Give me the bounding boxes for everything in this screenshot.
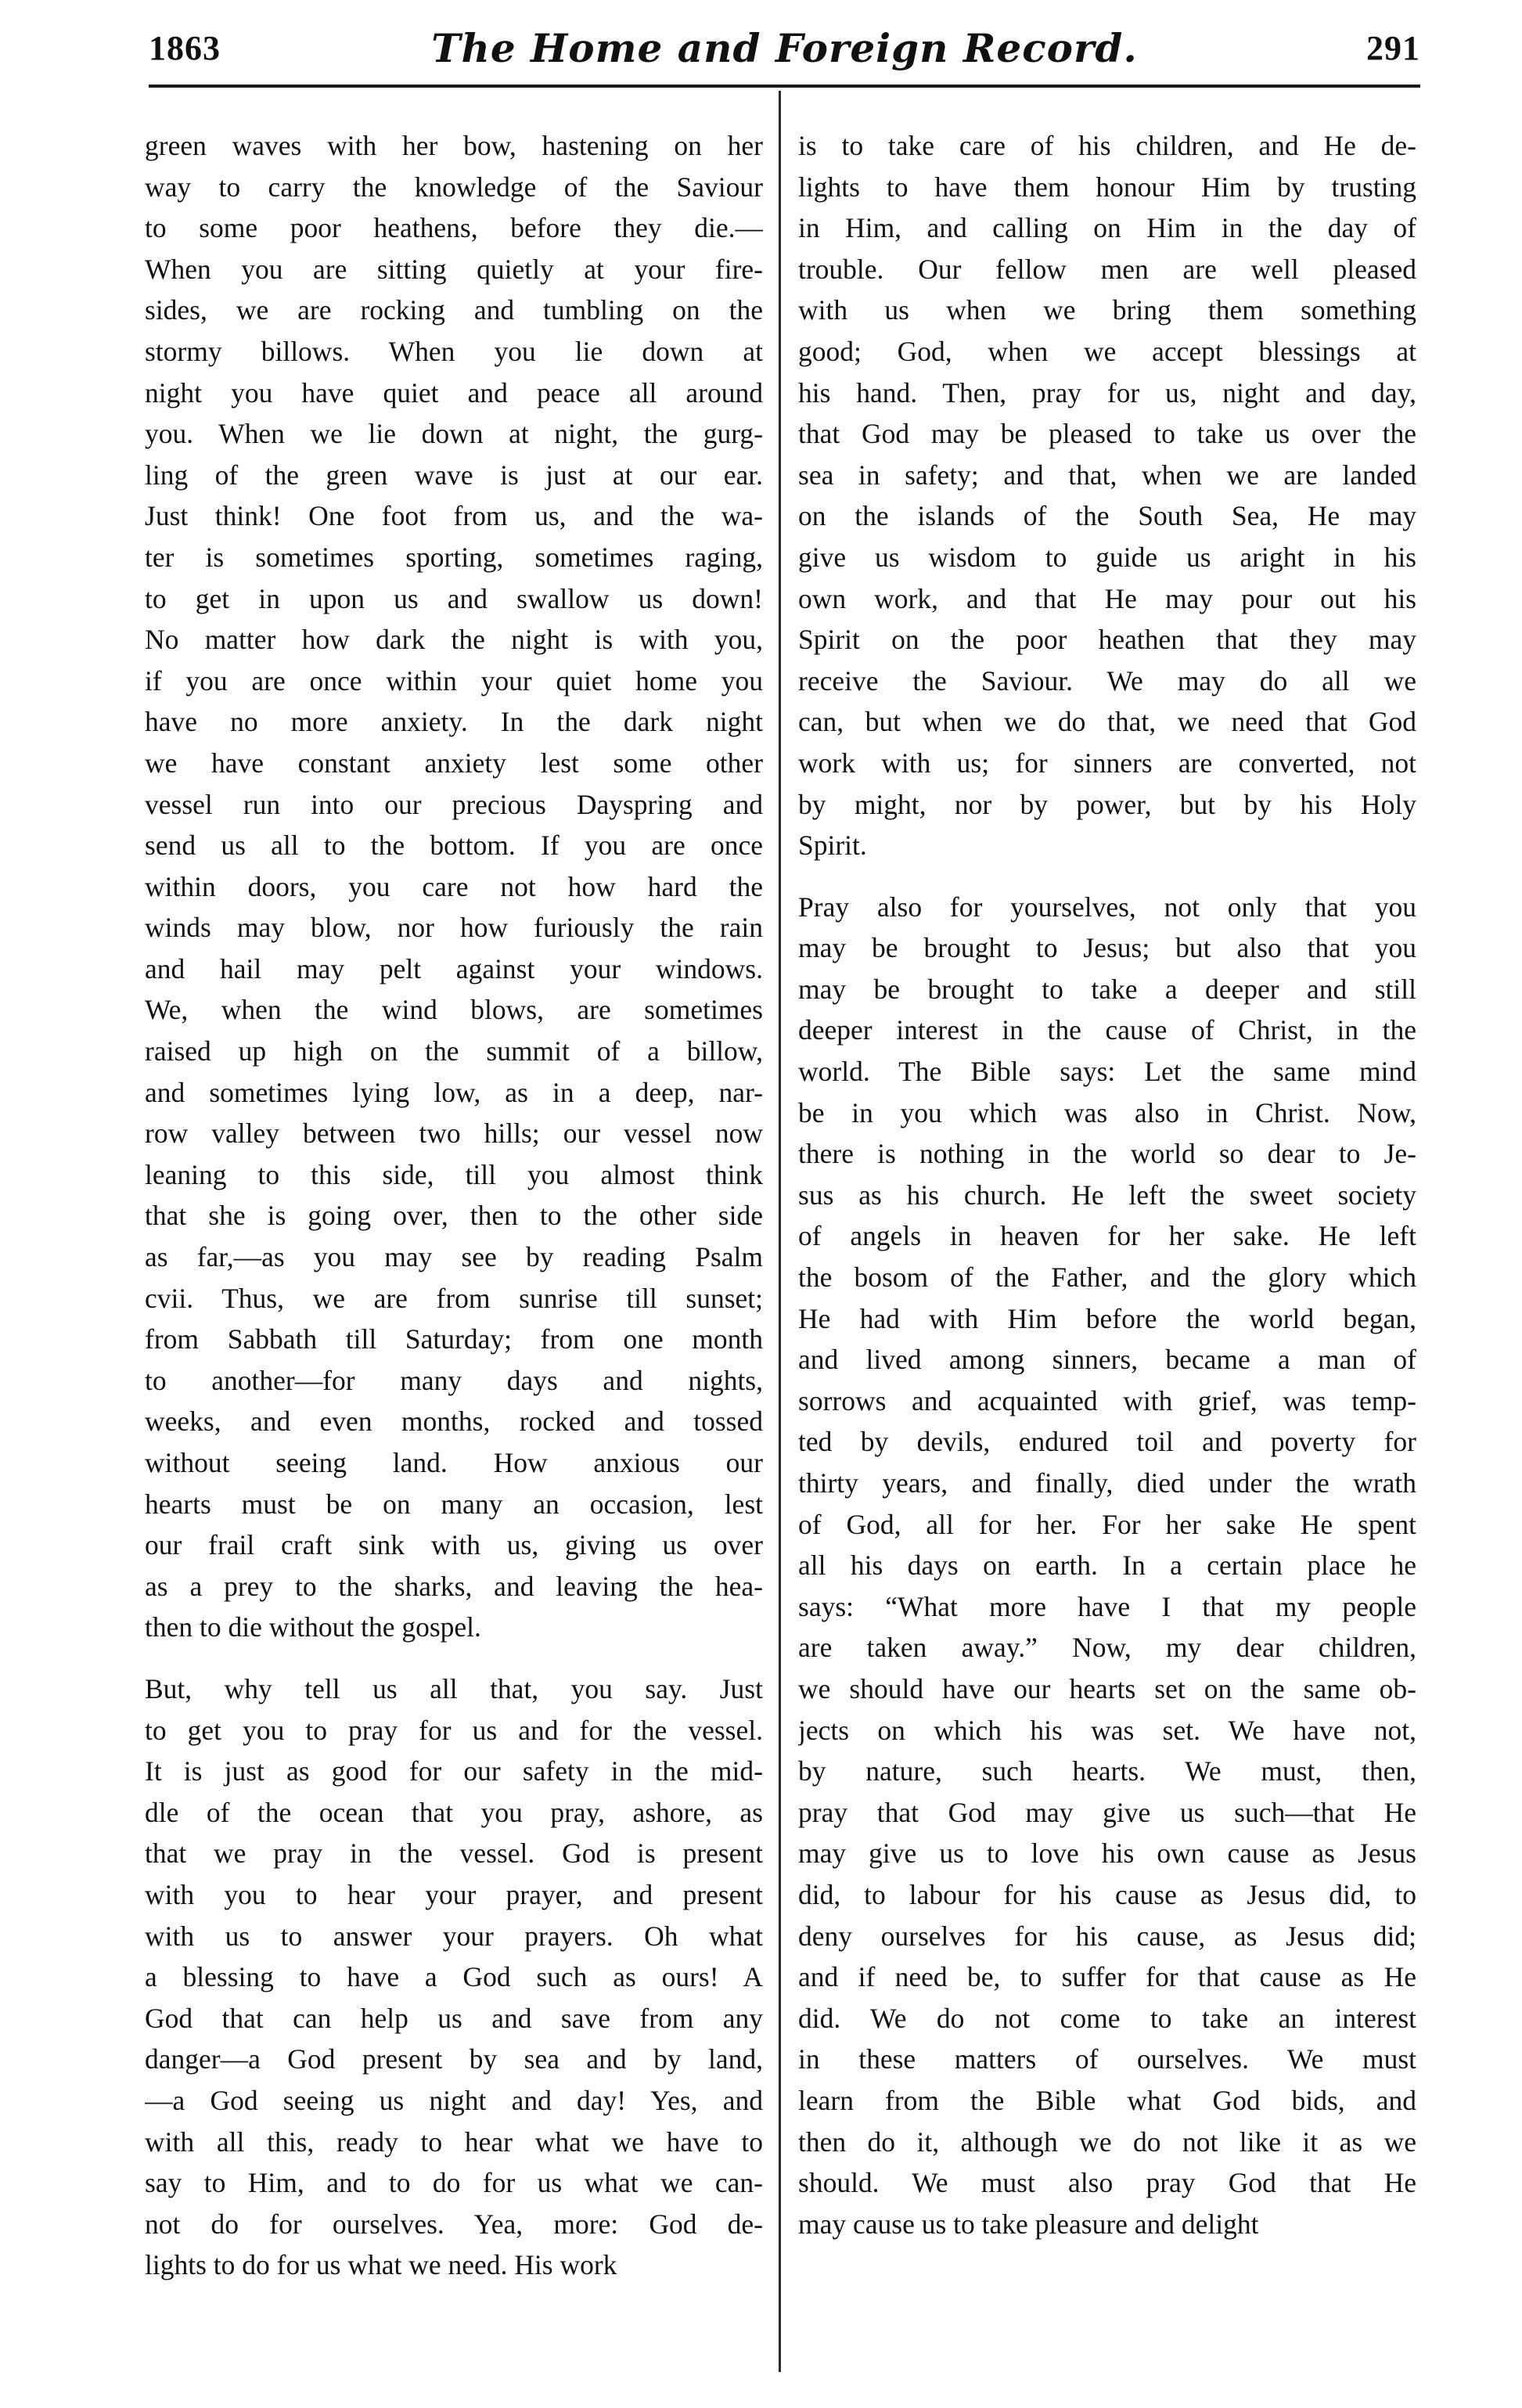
text-line: with us to answer your prayers. Oh what — [145, 1920, 763, 1952]
column-divider — [779, 91, 781, 2372]
paragraph — [798, 125, 1416, 866]
text-line: Pray also for yourselves, not only that you — [798, 891, 1416, 923]
text-line: ter is sometimes sporting, sometimes raging, — [145, 541, 763, 573]
text-line: receive the Saviour. We may do all we — [798, 664, 1416, 696]
text-line: that we pray in the vessel. God is present — [145, 1837, 763, 1870]
text-line: way to carry the knowledge of the Saviour — [145, 171, 763, 203]
text-line: cvii. Thus, we are from sunrise till sunset; — [145, 1282, 763, 1314]
text-line: sea in safety; and that, when we are landed — [798, 459, 1416, 491]
paragraph-gap — [145, 1648, 763, 1668]
text-line: may cause us to take pleasure and delight — [798, 2208, 1259, 2240]
text-line: not do for ourselves. Yea, more: God de- — [145, 2208, 763, 2240]
text-line: without seeing land. How anxious our — [145, 1447, 763, 1478]
text-line: night you have quiet and peace all around — [145, 376, 763, 409]
text-line: sides, we are rocking and tumbling on the — [145, 294, 763, 326]
header-rule — [149, 85, 1420, 88]
text-line: lights to do for us what we need. His work — [145, 2249, 617, 2281]
text-line: may be brought to take a deeper and still — [798, 973, 1416, 1005]
text-line: deny ourselves for his cause, as Jesus did; — [798, 1920, 1416, 1952]
text-line: own work, and that He may pour out his — [798, 582, 1416, 614]
text-line: you. When we lie down at night, the gurg- — [145, 418, 763, 450]
text-line: be in you which was also in Christ. Now, — [798, 1096, 1416, 1128]
text-line: row valley between two hills; our vessel now — [145, 1118, 763, 1150]
text-line: and sometimes lying low, as in a deep, nar- — [145, 1076, 763, 1108]
text-line: of angels in heaven for her sake. He left — [798, 1220, 1416, 1252]
text-line: are taken away.” Now, my dear children, — [798, 1632, 1416, 1664]
text-line: that God may be pleased to take us over the — [798, 418, 1416, 450]
text-line: with you to hear your prayer, and present — [145, 1878, 763, 1910]
text-line: in Him, and calling on Him in the day of — [798, 212, 1416, 244]
text-line: ling of the green wave is just at our ear. — [145, 459, 763, 491]
text-line: our frail craft sink with us, giving us over — [145, 1529, 763, 1561]
text-line: to some poor heathens, before they die.— — [145, 212, 763, 244]
text-line: ted by devils, endured toil and poverty for — [798, 1426, 1416, 1458]
paragraph-gap — [798, 866, 1416, 887]
text-line: by might, nor by power, but by his Holy — [798, 788, 1416, 820]
text-line: We, when the wind blows, are sometimes — [145, 994, 763, 1026]
paragraph — [145, 125, 763, 1648]
header-year: 1863 — [149, 29, 221, 67]
text-line: stormy billows. When you lie down at — [145, 335, 763, 367]
text-line: within doors, you care not how hard the — [145, 870, 763, 902]
text-line: as a prey to the sharks, and leaving the hea- — [145, 1570, 763, 1602]
text-line: is to take care of his children, and He de- — [798, 130, 1416, 161]
text-line: lights to have them honour Him by trusting — [798, 171, 1416, 203]
text-line: by nature, such hearts. We must, then, — [798, 1755, 1416, 1787]
text-line: the bosom of the Father, and the glory which — [798, 1262, 1416, 1294]
text-line: jects on which his was set. We have not, — [798, 1714, 1416, 1746]
text-line: trouble. Our fellow men are well pleased — [798, 253, 1416, 285]
text-line: says: “What more have I that my people — [798, 1590, 1416, 1622]
text-line: It is just as good for our safety in the mid- — [145, 1755, 763, 1787]
text-line: No matter how dark the night is with you, — [145, 624, 763, 656]
text-line: then to die without the gospel. — [145, 1611, 481, 1643]
text-line: that she is going over, then to the other side — [145, 1200, 763, 1232]
text-line: deeper interest in the cause of Christ, in the — [798, 1014, 1416, 1046]
page-number: 291 — [1366, 29, 1420, 67]
text-line: all his days on earth. In a certain place he — [798, 1550, 1416, 1582]
text-line: give us wisdom to guide us aright in his — [798, 541, 1416, 573]
text-line: did, to labour for his cause as Jesus did, to — [798, 1878, 1416, 1910]
text-line: work with us; for sinners are converted, not — [798, 747, 1416, 779]
text-line: weeks, and even months, rocked and tossed — [145, 1406, 763, 1438]
text-line: hearts must be on many an occasion, lest — [145, 1488, 763, 1520]
text-line: winds may blow, nor how furiously the rain — [145, 912, 763, 944]
text-line: leaning to this side, till you almost think — [145, 1158, 763, 1190]
left-column — [145, 125, 763, 2286]
header-title: The Home and Foreign Record. — [431, 25, 1138, 71]
running-header — [149, 25, 1420, 75]
text-line: thirty years, and finally, died under the wrath — [798, 1467, 1416, 1499]
text-line: sus as his church. He left the sweet society — [798, 1179, 1416, 1211]
text-line: green waves with her bow, hastening on her — [145, 130, 763, 161]
text-line: world. The Bible says: Let the same mind — [798, 1056, 1416, 1088]
text-line: from Sabbath till Saturday; from one month — [145, 1323, 763, 1355]
text-line: should. We must also pray God that He — [798, 2167, 1416, 2199]
text-line: a blessing to have a God such as ours! A — [145, 1961, 763, 1993]
text-line: on the islands of the South Sea, He may — [798, 500, 1416, 532]
text-line: He had with Him before the world began, — [798, 1302, 1416, 1334]
right-column — [798, 125, 1416, 2244]
text-line: send us all to the bottom. If you are once — [145, 830, 763, 862]
text-line: to get you to pray for us and for the vessel. — [145, 1714, 763, 1746]
text-line: —a God seeing us night and day! Yes, and — [145, 2084, 763, 2116]
text-line: there is nothing in the world so dear to Je- — [798, 1138, 1416, 1170]
text-line: But, why tell us all that, you say. Just — [145, 1672, 763, 1704]
text-line: of God, all for her. For her sake He spent — [798, 1508, 1416, 1540]
text-line: and if need be, to suffer for that cause as He — [798, 1961, 1416, 1993]
paragraph — [145, 1668, 763, 2286]
text-line: sorrows and acquainted with grief, was temp- — [798, 1384, 1416, 1416]
text-line: we should have our hearts set on the same ob- — [798, 1672, 1416, 1704]
text-line: dle of the ocean that you pray, ashore, as — [145, 1796, 763, 1828]
text-line: with all this, ready to hear what we have to — [145, 2125, 763, 2158]
text-line: may be brought to Jesus; but also that you — [798, 932, 1416, 964]
text-line: good; God, when we accept blessings at — [798, 335, 1416, 367]
text-line: vessel run into our precious Dayspring and — [145, 788, 763, 820]
text-line: Just think! One foot from us, and the wa- — [145, 500, 763, 532]
text-line: may give us to love his own cause as Jesus — [798, 1837, 1416, 1870]
text-line: have no more anxiety. In the dark night — [145, 706, 763, 738]
text-line: learn from the Bible what God bids, and — [798, 2084, 1416, 2116]
text-line: God that can help us and save from any — [145, 2002, 763, 2034]
text-line: Spirit on the poor heathen that they may — [798, 624, 1416, 656]
text-line: to get in upon us and swallow us down! — [145, 582, 763, 614]
text-line: can, but when we do that, we need that God — [798, 706, 1416, 738]
text-line: Spirit. — [798, 830, 867, 862]
text-line: When you are sitting quietly at your fire- — [145, 253, 763, 285]
text-line: if you are once within your quiet home you — [145, 664, 763, 696]
text-line: pray that God may give us such—that He — [798, 1796, 1416, 1828]
text-line: we have constant anxiety lest some other — [145, 747, 763, 779]
text-line: in these matters of ourselves. We must — [798, 2043, 1416, 2075]
text-line: and lived among sinners, became a man of — [798, 1344, 1416, 1376]
text-line: to another—for many days and nights, — [145, 1364, 763, 1396]
text-line: danger—a God present by sea and by land, — [145, 2043, 763, 2075]
text-line: his hand. Then, pray for us, night and day, — [798, 376, 1416, 409]
text-line: with us when we bring them something — [798, 294, 1416, 326]
text-line: as far,—as you may see by reading Psalm — [145, 1241, 763, 1273]
paragraph — [798, 887, 1416, 2245]
text-line: then do it, although we do not like it as we — [798, 2125, 1416, 2158]
text-line: say to Him, and to do for us what we can- — [145, 2167, 763, 2199]
text-line: and hail may pelt against your windows. — [145, 952, 763, 984]
text-line: did. We do not come to take an interest — [798, 2002, 1416, 2034]
text-line: raised up high on the summit of a billow, — [145, 1035, 763, 1067]
